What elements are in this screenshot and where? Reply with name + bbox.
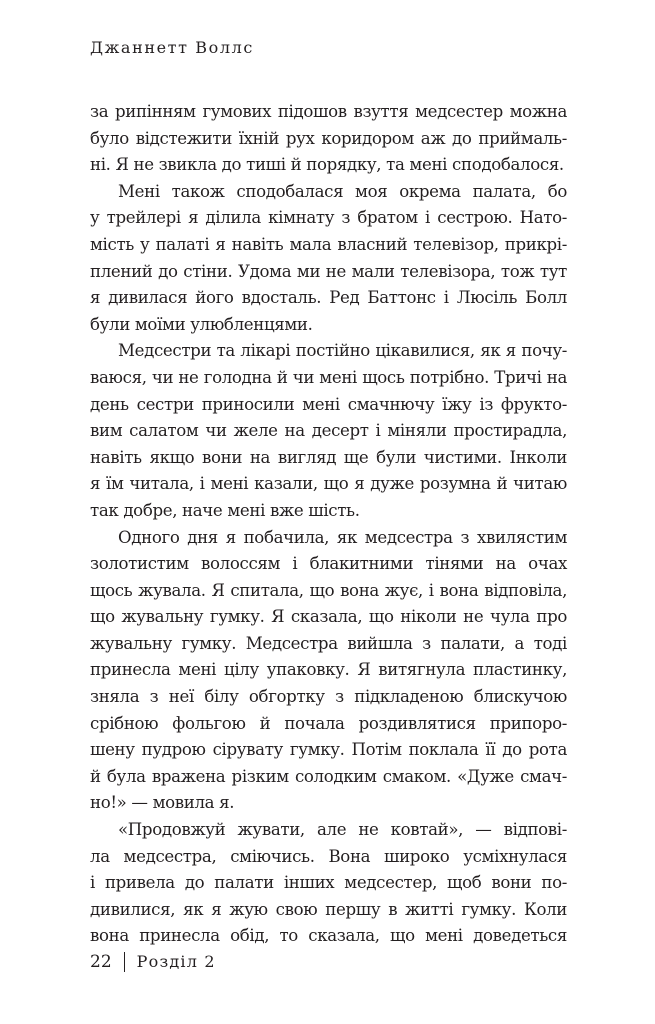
- text-line: принесла мені цілу упаковку. Я витягнула пластинку,: [90, 660, 567, 680]
- text-line: ла медсестра, сміючись. Вона широко усміхнулася: [90, 846, 567, 866]
- text-line: золотистим волоссям і блакитними тінями на очах: [90, 554, 567, 574]
- text-line: зняла з неї білу обгортку з підкладеною блискучою: [90, 687, 567, 707]
- text-line: були моїми улюбленцями.: [90, 314, 313, 334]
- text-line: Мені також сподобалася моя окрема палата, бо: [118, 181, 567, 201]
- running-head-author: Джаннетт Воллс: [90, 38, 254, 57]
- text-line: плений до стіни. Удома ми не мали телевізора, тож тут: [90, 261, 567, 281]
- body-text: [90, 99, 567, 950]
- text-line: і привела до палати інших медсестер, щоб вони по-: [90, 873, 567, 893]
- text-line: шену пудрою сірувату гумку. Потім поклала її до рота: [90, 740, 567, 760]
- text-line: так добре, наче мені вже шість.: [90, 500, 360, 520]
- text-line: навіть якщо вони на вигляд ще були чистими. Інколи: [90, 447, 567, 467]
- text-line: Медсестри та лікарі постійно цікавилися, як я почу-: [118, 341, 567, 361]
- footer-separator: [124, 952, 125, 972]
- text-line: ні. Я не звикла до тиші й порядку, та мені сподобалося.: [90, 155, 564, 175]
- text-line: ваюся, чи не голодна й чи мені щось потрібно. Тричі на: [90, 367, 567, 387]
- text-line: вим салатом чи желе на десерт і міняли простирадла,: [90, 421, 567, 441]
- text-line: я їм читала, і мені казали, що я дуже розумна й читаю: [90, 474, 567, 494]
- text-line: Одного дня я побачила, як медсестра з хвилястим: [118, 527, 567, 547]
- page-footer: [90, 951, 216, 973]
- text-line: «Продовжуй жувати, але не ковтай», — відпові-: [118, 820, 567, 840]
- text-line: вона принесла обід, то сказала, що мені доведеться: [90, 926, 567, 946]
- page-number: 22: [90, 952, 112, 972]
- text-line: у трейлері я ділила кімнату з братом і сестрою. Нато-: [90, 208, 567, 228]
- text-line: й була вражена різким солодким смаком. «Дуже смач-: [90, 766, 567, 786]
- text-line: день сестри приносили мені смачнючу їжу із фрукто-: [90, 394, 567, 414]
- text-line: я дивилася його вдосталь. Ред Баттонс і Люсіль Болл: [90, 288, 567, 308]
- text-line: срібною фольгою й почала роздивлятися припоро-: [90, 713, 567, 733]
- text-line: но!» — мовила я.: [90, 793, 235, 813]
- text-line: що жувальну гумку. Я сказала, що ніколи не чула про: [90, 607, 567, 627]
- text-line: щось жувала. Я спитала, що вона жує, і вона відповіла,: [90, 580, 567, 600]
- chapter-label: Розділ 2: [136, 952, 216, 971]
- text-line: за рипінням гумових підошов взуття медсестер можна: [90, 102, 567, 121]
- text-line: було відстежити їхній рух коридором аж до приймаль-: [90, 128, 567, 148]
- text-line: дивилися, як я жую свою першу в житті гумку. Коли: [90, 899, 567, 919]
- text-line: мість у палаті я навіть мала власний телевізор, прикрі-: [90, 234, 567, 254]
- text-line: жувальну гумку. Медсестра вийшла з палати, а тоді: [90, 633, 567, 653]
